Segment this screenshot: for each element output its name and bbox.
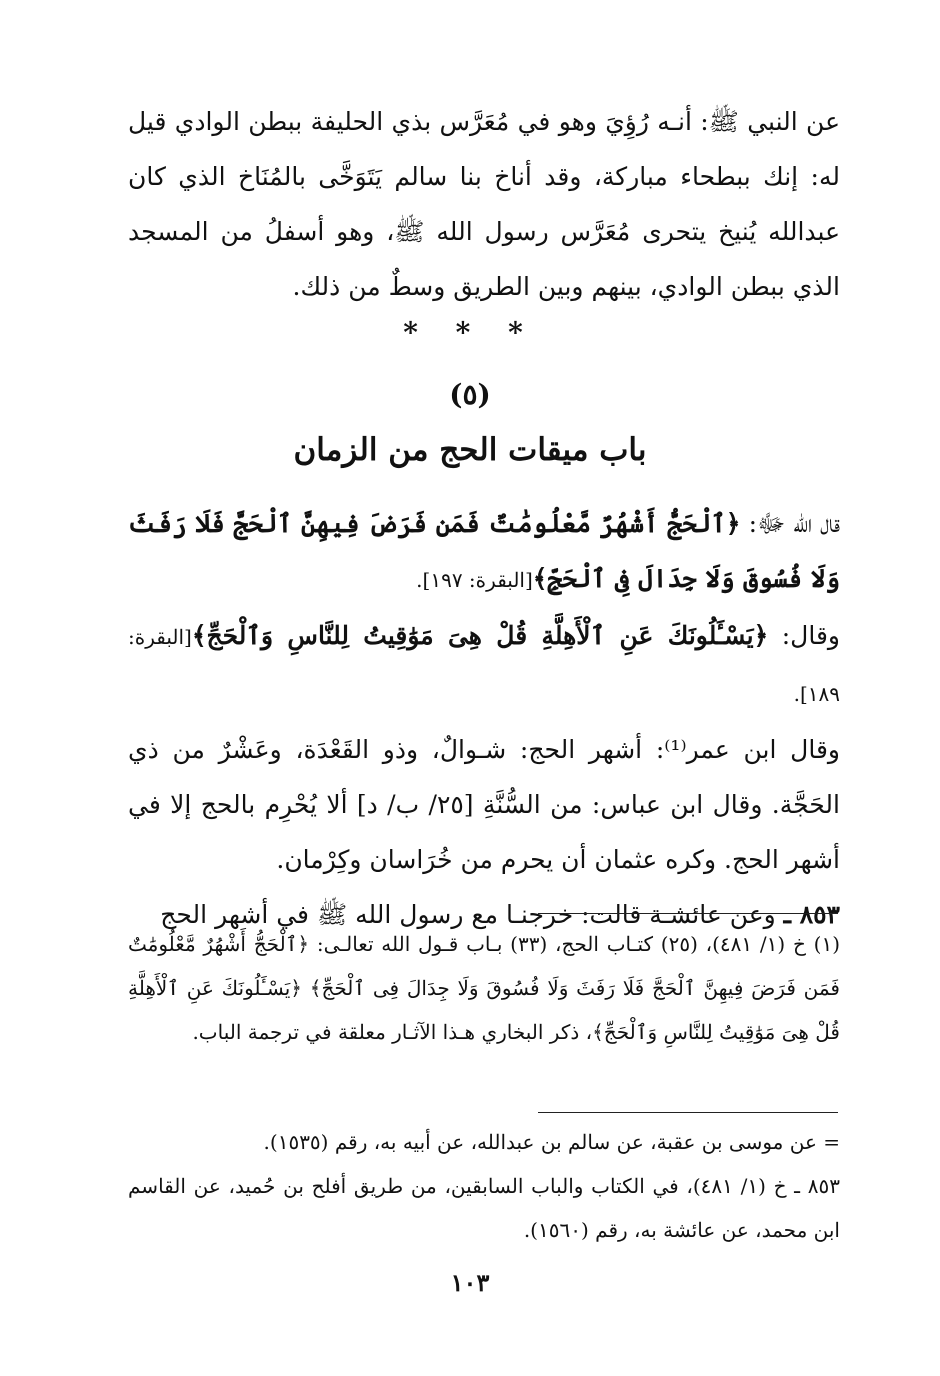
section-number: (٥): [449, 378, 491, 411]
chapter-body: [128, 496, 840, 942]
section-separator: * * *: [403, 316, 537, 349]
top-paragraph-block: [128, 94, 840, 314]
footnote-853: ٨٥٣ ـ خ (١/ ٤٨١)، في الكتاب والباب السابقين، من طريق أفلح بن حُميد، عن القاسم ابن محمد، عن عائشة به، رقم (١٥٦٠).: [128, 1174, 840, 1242]
footnote-1-block: [128, 922, 840, 1054]
verse-2-text: ﴿يَسْـَٔلُونَكَ عَنِ ٱلْأَهِلَّةِ قُلْ هِىَ مَوَٰقِيتُ لِلنَّاسِ وَٱلْحَجِّ﴾: [191, 621, 769, 650]
footnote-divider-1: [538, 913, 838, 914]
verse-1-paragraph: [128, 496, 840, 608]
hadith-853-text: وعن عائشـة قالت: خرجنـا مع رسول الله ﷺ في أشهر الحج: [160, 900, 776, 929]
footnote-divider-2: [538, 1112, 838, 1113]
hadith-853-number: ٨٥٣ ـ: [783, 900, 840, 929]
verse-2-intro: وقال:: [768, 621, 840, 650]
verse-2-paragraph: [128, 608, 840, 722]
footnote-continued: = عن موسى بن عقبة، عن سالم بن عبدالله، عن أبيه به، رقم (١٥٣٥).: [263, 1130, 840, 1154]
page-number: ١٠٣: [450, 1268, 490, 1297]
verse-2-reference: [البقرة: ١٨٩].: [128, 625, 840, 706]
top-paragraph: عن النبي ﷺ: أنـه رُؤِيَ وهو في مُعَرَّس بذي الحليفة ببطن الوادي قيل له: إنك ببطحاء مباركة، وقد أناخ بنا سالم يَتَوَخَّى بالمُنَاخ الذي كان عبدالله يُنيخ يتحرى مُعَرَّس رسول الله ﷺ، وهو أسفلُ من المسجد الذي ببطن الوادي، بينهم وبين الطريق وسطٌ من ذلك.: [128, 107, 840, 301]
athar-paragraph: وقال ابن عمر⁽¹⁾: أشهر الحج: شـوالٌ، وذو القَعْدَة، وعَشْرٌ من ذي الحَجَّة. وقال ابن عباس: من السُّنَّةِ [٢٥/ ب/ د] ألا يُحْرِم بالحج إلا في أشهر الحج. وكره عثمان أن يحرم من خُرَاسان وكِرْمان.: [128, 735, 840, 874]
verse-1-text: ﴿ٱلْحَجُّ أَشْهُرٌ مَّعْلُومَٰتٌ فَمَن فَرَضَ فِيهِنَّ ٱلْحَجَّ فَلَا رَفَثَ وَلَا فُسُوقَ وَلَا جِدَالَ فِى ٱلْحَجِّ﴾: [128, 509, 840, 593]
chapter-title: باب ميقات الحج من الزمان: [293, 432, 647, 468]
verse-1-reference: [البقرة: ١٩٧].: [416, 568, 533, 592]
takhrij-block: [128, 1120, 840, 1252]
verse-1-intro: قال الله ﷻ:: [740, 509, 841, 538]
footnote-1: (١) خ (١/ ٤٨١)، (٢٥) كتـاب الحج، (٣٣) بـاب قـول الله تعالـى: ﴿ٱلْحَجُّ أَشْهُرٌ مَّعْلُومَٰتٌ فَمَن فَرَضَ فِيهِنَّ ٱلْحَجَّ فَلَا رَفَثَ وَلَا فُسُوقَ وَلَا جِدَالَ فِى ٱلْحَجِّ﴾ ﴿يَسْـَٔلُونَكَ عَنِ ٱلْأَهِلَّةِ قُلْ هِىَ مَوَٰقِيتُ لِلنَّاسِ وَٱلْحَجِّ﴾، ذكر البخاري هـذا الآثـار معلقة في ترجمة الباب.: [128, 932, 840, 1044]
